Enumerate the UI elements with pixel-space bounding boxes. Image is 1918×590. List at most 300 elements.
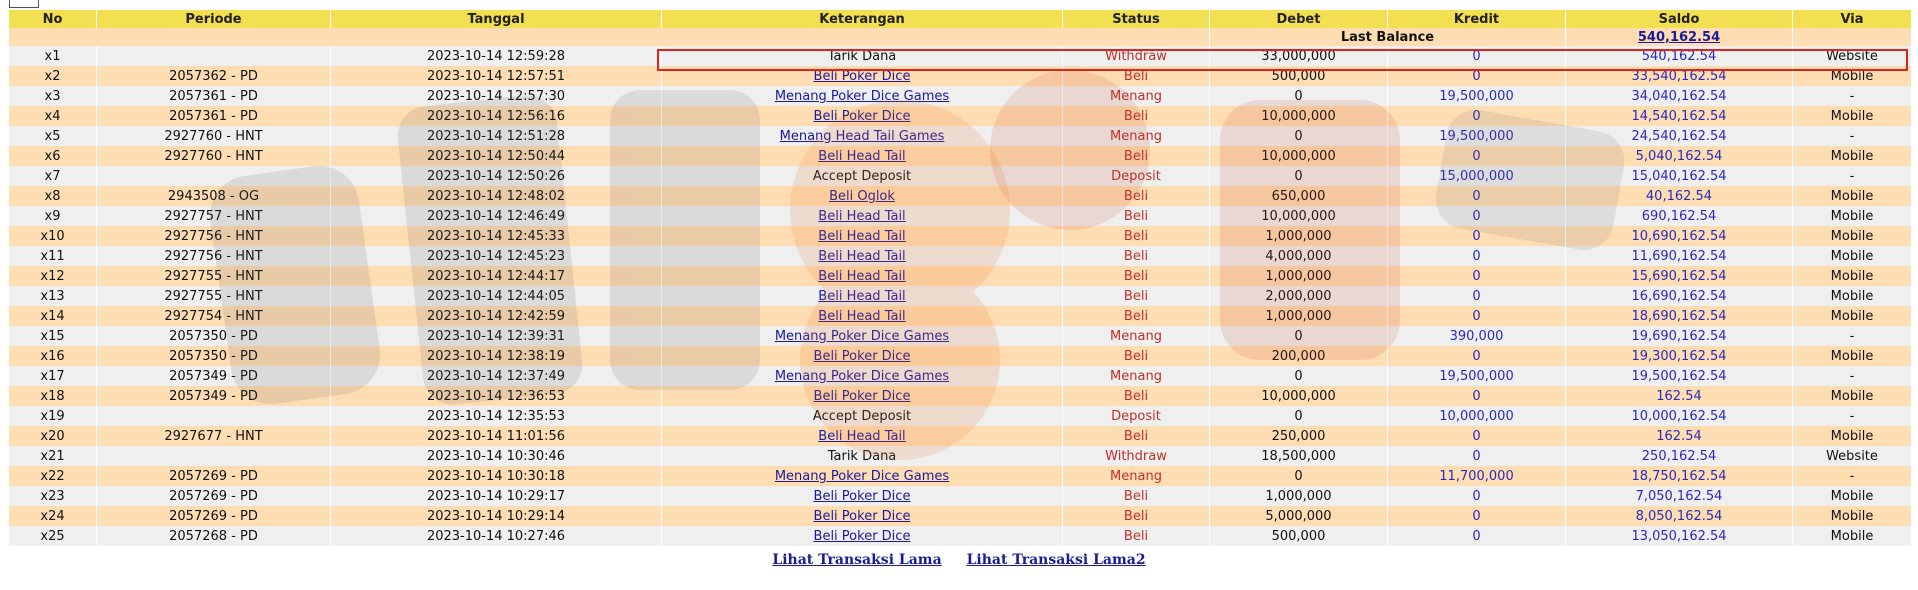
cell-status: [1063, 386, 1209, 406]
cell-via-text: Mobile: [1830, 528, 1874, 544]
cell-periode-text: 2057361 - PD: [169, 108, 258, 124]
cell-status: [1063, 46, 1209, 66]
cell-tanggal: [331, 206, 661, 226]
cell-status-text: Menang: [1110, 128, 1162, 144]
cell-no: [9, 146, 96, 166]
cell-via: [1793, 506, 1911, 526]
cell-status: [1063, 126, 1209, 146]
cell-status: [1063, 106, 1209, 126]
col-header-status[interactable]: Status: [1063, 10, 1209, 28]
cell-periode: [97, 306, 330, 326]
cell-periode-text: 2943508 - OG: [167, 188, 260, 204]
cell-keterangan-text[interactable]: Menang Poker Dice Games: [774, 328, 950, 344]
cell-tanggal-text: 2023-10-14 11:01:56: [426, 428, 566, 444]
cell-tanggal-text: 2023-10-14 10:27:46: [426, 528, 566, 544]
cell-kredit: [1388, 406, 1565, 426]
cell-debet-text: 0: [1294, 128, 1303, 144]
cell-keterangan-text[interactable]: Beli Poker Dice: [813, 508, 911, 524]
cell-debet: [1210, 146, 1387, 166]
cell-periode: [97, 286, 330, 306]
cell-kredit: [1388, 446, 1565, 466]
cell-via: [1793, 346, 1911, 366]
cell-kredit-text: 0: [1472, 348, 1481, 364]
cell-saldo-text: 162.54: [1656, 388, 1702, 404]
cell-saldo: [1566, 246, 1792, 266]
cell-keterangan: [662, 146, 1062, 166]
table-row: [9, 466, 1911, 486]
cell-debet-text: 0: [1294, 468, 1303, 484]
cell-status-text: Menang: [1110, 468, 1162, 484]
cell-keterangan-text[interactable]: Beli Poker Dice: [813, 108, 911, 124]
cell-debet-text: 0: [1294, 368, 1303, 384]
cell-debet-text: 250,000: [1271, 428, 1326, 444]
cell-periode: [97, 66, 330, 86]
cell-status: [1063, 146, 1209, 166]
cell-debet-text: 500,000: [1271, 68, 1326, 84]
cell-via-text: Mobile: [1830, 68, 1874, 84]
col-header-kredit[interactable]: Kredit: [1388, 10, 1565, 28]
cell-keterangan-text: Accept Deposit: [812, 408, 912, 424]
cell-via: [1793, 446, 1911, 466]
cell-tanggal: [331, 386, 661, 406]
cell-via: [1793, 106, 1911, 126]
cell-no: [9, 426, 96, 446]
cell-keterangan-text[interactable]: Beli Head Tail: [818, 268, 906, 284]
cell-no: [9, 126, 96, 146]
cell-tanggal: [331, 66, 661, 86]
cell-via: [1793, 146, 1911, 166]
cell-saldo-text: 11,690,162.54: [1631, 248, 1727, 264]
cell-no-text: x8: [44, 188, 61, 204]
cell-periode-text: 2057269 - PD: [169, 468, 258, 484]
cell-tanggal: [331, 506, 661, 526]
cell-periode: [97, 426, 330, 446]
cell-saldo: [1566, 86, 1792, 106]
cell-no: [9, 166, 96, 186]
cell-periode: [97, 346, 330, 366]
table-row: [9, 86, 1911, 106]
cell-keterangan-text[interactable]: Menang Poker Dice Games: [774, 88, 950, 104]
cell-periode-text: 2057361 - PD: [169, 88, 258, 104]
last-balance-value[interactable]: 540,162.54: [1637, 29, 1721, 45]
cell-no: [9, 506, 96, 526]
cell-tanggal: [331, 266, 661, 286]
cell-via-text: Website: [1826, 448, 1878, 464]
cell-no: [9, 86, 96, 106]
cell-no-text: x5: [44, 128, 61, 144]
cell-saldo: [1566, 346, 1792, 366]
cell-status-text: Deposit: [1111, 408, 1161, 424]
cell-kredit-text: 390,000: [1449, 328, 1504, 344]
cell-keterangan: [662, 346, 1062, 366]
cell-status: [1063, 86, 1209, 106]
cell-status-text: Beli: [1123, 148, 1149, 164]
cell-keterangan-text[interactable]: Beli Oglok: [829, 188, 895, 204]
cell-no-text: x12: [40, 268, 65, 284]
cell-status: [1063, 366, 1209, 386]
cell-keterangan-text[interactable]: Beli Head Tail: [818, 428, 906, 444]
cell-no-text: x16: [40, 348, 65, 364]
cell-kredit-text: 0: [1472, 48, 1481, 64]
cell-debet-text: 10,000,000: [1261, 108, 1336, 124]
cell-periode: [97, 126, 330, 146]
col-header-periode[interactable]: Periode: [97, 10, 330, 28]
cell-saldo-text: 19,690,162.54: [1631, 328, 1727, 344]
col-header-keterangan[interactable]: Keterangan: [662, 10, 1062, 28]
cell-keterangan-text[interactable]: Beli Poker Dice: [813, 68, 911, 84]
last-balance-label: Last Balance: [1210, 28, 1565, 46]
col-header-debet[interactable]: Debet: [1210, 10, 1387, 28]
cell-keterangan: [662, 466, 1062, 486]
last-balance-row: [9, 28, 1911, 46]
cell-kredit: [1388, 66, 1565, 86]
cell-debet: [1210, 86, 1387, 106]
cell-keterangan-text[interactable]: Beli Head Tail: [818, 148, 906, 164]
cell-tanggal: [331, 526, 661, 546]
cell-keterangan-text[interactable]: Beli Head Tail: [818, 308, 906, 324]
cell-periode: [97, 106, 330, 126]
cell-periode-text: 2057350 - PD: [169, 328, 258, 344]
cell-tanggal: [331, 286, 661, 306]
cell-periode: [97, 326, 330, 346]
cell-via: [1793, 166, 1911, 186]
cell-saldo: [1566, 306, 1792, 326]
cell-via: [1793, 306, 1911, 326]
cell-via-text: Mobile: [1830, 388, 1874, 404]
cell-periode-text: 2057350 - PD: [169, 348, 258, 364]
cell-status: [1063, 226, 1209, 246]
cell-keterangan-text[interactable]: Beli Poker Dice: [813, 488, 911, 504]
table-row: [9, 186, 1911, 206]
cell-kredit-text: 11,700,000: [1439, 468, 1514, 484]
cell-tanggal: [331, 46, 661, 66]
cell-debet-text: 1,000,000: [1265, 488, 1332, 504]
cell-via: [1793, 466, 1911, 486]
cell-saldo: [1566, 106, 1792, 126]
cell-debet-text: 1,000,000: [1265, 228, 1332, 244]
cell-debet-text: 1,000,000: [1265, 268, 1332, 284]
cell-tanggal: [331, 326, 661, 346]
cell-periode-text: 2057269 - PD: [169, 488, 258, 504]
cell-saldo: [1566, 66, 1792, 86]
cell-keterangan: [662, 166, 1062, 186]
cell-via-text: -: [1849, 408, 1855, 424]
cell-saldo: [1566, 186, 1792, 206]
cell-tanggal-text: 2023-10-14 12:59:28: [426, 48, 566, 64]
cell-tanggal-text: 2023-10-14 12:45:23: [426, 248, 566, 264]
cell-debet: [1210, 66, 1387, 86]
cell-saldo-text: 10,690,162.54: [1631, 228, 1727, 244]
cell-keterangan-text[interactable]: Beli Poker Dice: [813, 388, 911, 404]
cell-kredit: [1388, 206, 1565, 226]
cell-status: [1063, 66, 1209, 86]
cell-tanggal: [331, 246, 661, 266]
cell-debet-text: 650,000: [1271, 188, 1326, 204]
cell-saldo: [1566, 326, 1792, 346]
cell-saldo: [1566, 406, 1792, 426]
cell-saldo-text: 18,690,162.54: [1631, 308, 1727, 324]
cell-via: [1793, 406, 1911, 426]
cell-via-text: -: [1849, 468, 1855, 484]
cell-saldo-text: 16,690,162.54: [1631, 288, 1727, 304]
cell-kredit-text: 0: [1472, 148, 1481, 164]
cell-saldo-text: 18,750,162.54: [1631, 468, 1727, 484]
cell-kredit-text: 0: [1472, 508, 1481, 524]
cell-kredit-text: 0: [1472, 108, 1481, 124]
cell-debet-text: 0: [1294, 408, 1303, 424]
cell-tanggal-text: 2023-10-14 12:48:02: [426, 188, 566, 204]
cell-tanggal-text: 2023-10-14 12:35:53: [426, 408, 566, 424]
cell-saldo-text: 34,040,162.54: [1631, 88, 1727, 104]
cell-status: [1063, 406, 1209, 426]
cell-no: [9, 326, 96, 346]
cell-via-text: Mobile: [1830, 108, 1874, 124]
cell-keterangan-text[interactable]: Menang Head Tail Games: [779, 128, 945, 144]
cell-periode: [97, 86, 330, 106]
cell-tanggal-text: 2023-10-14 12:57:51: [426, 68, 566, 84]
cell-tanggal: [331, 126, 661, 146]
cell-status-text: Beli: [1123, 288, 1149, 304]
cell-keterangan: [662, 526, 1062, 546]
cell-no: [9, 66, 96, 86]
cell-keterangan-text[interactable]: Beli Poker Dice: [813, 348, 911, 364]
cell-debet-text: 10,000,000: [1261, 208, 1336, 224]
cell-kredit-text: 0: [1472, 388, 1481, 404]
cell-debet: [1210, 106, 1387, 126]
cell-periode-text: 2057269 - PD: [169, 508, 258, 524]
cell-no-text: x4: [44, 108, 61, 124]
cell-debet-text: 200,000: [1271, 348, 1326, 364]
cell-saldo: [1566, 366, 1792, 386]
cell-periode-text: 2927757 - HNT: [164, 208, 263, 224]
cell-debet-text: 5,000,000: [1265, 508, 1332, 524]
cell-status: [1063, 286, 1209, 306]
cell-keterangan-text[interactable]: Menang Poker Dice Games: [774, 468, 950, 484]
cell-keterangan: [662, 86, 1062, 106]
cell-tanggal: [331, 166, 661, 186]
cell-tanggal-text: 2023-10-14 12:44:17: [426, 268, 566, 284]
col-header-saldo[interactable]: Saldo: [1566, 10, 1792, 28]
cell-status: [1063, 466, 1209, 486]
cell-no: [9, 526, 96, 546]
col-header-via[interactable]: Via: [1793, 10, 1911, 28]
cell-kredit-text: 0: [1472, 68, 1481, 84]
cell-kredit-text: 0: [1472, 488, 1481, 504]
cell-debet: [1210, 366, 1387, 386]
cell-debet: [1210, 346, 1387, 366]
cell-via: [1793, 386, 1911, 406]
cell-debet: [1210, 406, 1387, 426]
cell-keterangan-text: Accept Deposit: [812, 168, 912, 184]
cell-status: [1063, 506, 1209, 526]
cell-kredit: [1388, 346, 1565, 366]
cell-periode-text: 2927677 - HNT: [164, 428, 263, 444]
cell-debet-text: 33,000,000: [1261, 48, 1336, 64]
table-row: [9, 286, 1911, 306]
cell-keterangan: [662, 266, 1062, 286]
link-lihat-transaksi-lama[interactable]: Lihat Transaksi Lama: [772, 552, 942, 568]
cell-via-text: Mobile: [1830, 148, 1874, 164]
cell-debet-text: 10,000,000: [1261, 148, 1336, 164]
cell-via-text: Mobile: [1830, 208, 1874, 224]
cell-keterangan-text[interactable]: Menang Poker Dice Games: [774, 368, 950, 384]
table-row: [9, 266, 1911, 286]
table-row: [9, 46, 1911, 66]
cell-kredit-text: 0: [1472, 248, 1481, 264]
cell-saldo-text: 19,300,162.54: [1631, 348, 1727, 364]
cell-tanggal-text: 2023-10-14 10:30:46: [426, 448, 566, 464]
cell-via: [1793, 226, 1911, 246]
link-lihat-transaksi-lama2[interactable]: Lihat Transaksi Lama2: [966, 552, 1146, 568]
cell-saldo: [1566, 126, 1792, 146]
cell-no: [9, 346, 96, 366]
cell-kredit-text: 0: [1472, 208, 1481, 224]
cell-periode: [97, 446, 330, 466]
cell-status-text: Deposit: [1111, 168, 1161, 184]
cell-keterangan: [662, 66, 1062, 86]
cell-debet: [1210, 386, 1387, 406]
cell-saldo-text: 8,050,162.54: [1635, 508, 1723, 524]
cell-no: [9, 406, 96, 426]
cell-debet: [1210, 166, 1387, 186]
cell-debet-text: 10,000,000: [1261, 388, 1336, 404]
cell-debet: [1210, 526, 1387, 546]
cell-periode: [97, 146, 330, 166]
cell-tanggal: [331, 446, 661, 466]
cell-via: [1793, 46, 1911, 66]
cell-keterangan-text[interactable]: Beli Head Tail: [818, 288, 906, 304]
cell-status-text: Beli: [1123, 528, 1149, 544]
top-edge-box: [9, 0, 39, 8]
cell-debet-text: 0: [1294, 328, 1303, 344]
table-row: [9, 526, 1911, 546]
cell-keterangan-text[interactable]: Beli Poker Dice: [813, 528, 911, 544]
cell-debet: [1210, 46, 1387, 66]
cell-saldo: [1566, 446, 1792, 466]
cell-kredit: [1388, 126, 1565, 146]
cell-status: [1063, 166, 1209, 186]
cell-via-text: Mobile: [1830, 308, 1874, 324]
cell-status-text: Withdraw: [1105, 48, 1167, 64]
col-header-tanggal[interactable]: Tanggal: [331, 10, 661, 28]
cell-tanggal-text: 2023-10-14 12:57:30: [426, 88, 566, 104]
cell-debet: [1210, 506, 1387, 526]
cell-status-text: Beli: [1123, 108, 1149, 124]
cell-kredit: [1388, 266, 1565, 286]
cell-keterangan-text[interactable]: Beli Head Tail: [818, 228, 906, 244]
cell-debet: [1210, 486, 1387, 506]
cell-periode: [97, 166, 330, 186]
cell-tanggal: [331, 466, 661, 486]
cell-saldo-text: 14,540,162.54: [1631, 108, 1727, 124]
cell-tanggal-text: 2023-10-14 12:36:53: [426, 388, 566, 404]
cell-saldo-text: 19,500,162.54: [1631, 368, 1727, 384]
cell-no-text: x13: [40, 288, 65, 304]
cell-no: [9, 106, 96, 126]
cell-via-text: -: [1849, 168, 1855, 184]
cell-debet: [1210, 446, 1387, 466]
cell-debet-text: 2,000,000: [1265, 288, 1332, 304]
cell-status: [1063, 526, 1209, 546]
cell-tanggal-text: 2023-10-14 10:29:17: [426, 488, 566, 504]
cell-tanggal: [331, 186, 661, 206]
cell-saldo-text: 40,162.54: [1645, 188, 1713, 204]
table-row: [9, 226, 1911, 246]
cell-kredit: [1388, 326, 1565, 346]
col-header-no[interactable]: No: [9, 10, 96, 28]
cell-no: [9, 386, 96, 406]
cell-keterangan: [662, 126, 1062, 146]
cell-status-text: Beli: [1123, 68, 1149, 84]
cell-kredit: [1388, 146, 1565, 166]
cell-saldo-text: 250,162.54: [1641, 448, 1717, 464]
cell-tanggal-text: 2023-10-14 10:30:18: [426, 468, 566, 484]
cell-keterangan-text[interactable]: Beli Head Tail: [818, 208, 906, 224]
cell-tanggal-text: 2023-10-14 10:29:14: [426, 508, 566, 524]
cell-status: [1063, 206, 1209, 226]
cell-via: [1793, 246, 1911, 266]
cell-saldo-text: 24,540,162.54: [1631, 128, 1727, 144]
cell-via: [1793, 366, 1911, 386]
cell-keterangan: [662, 486, 1062, 506]
cell-no: [9, 266, 96, 286]
cell-tanggal: [331, 346, 661, 366]
cell-via-text: -: [1849, 328, 1855, 344]
cell-kredit: [1388, 306, 1565, 326]
cell-no-text: x10: [40, 228, 65, 244]
cell-keterangan: [662, 106, 1062, 126]
cell-saldo: [1566, 386, 1792, 406]
cell-keterangan: [662, 326, 1062, 346]
cell-saldo: [1566, 166, 1792, 186]
cell-kredit: [1388, 466, 1565, 486]
cell-debet-text: 18,500,000: [1261, 448, 1336, 464]
cell-tanggal-text: 2023-10-14 12:44:05: [426, 288, 566, 304]
cell-debet: [1210, 126, 1387, 146]
cell-status-text: Beli: [1123, 348, 1149, 364]
cell-keterangan: [662, 46, 1062, 66]
cell-keterangan-text[interactable]: Beli Head Tail: [818, 248, 906, 264]
cell-saldo: [1566, 46, 1792, 66]
cell-via-text: Mobile: [1830, 508, 1874, 524]
cell-keterangan: [662, 386, 1062, 406]
cell-periode: [97, 46, 330, 66]
cell-no: [9, 206, 96, 226]
cell-periode-text: 2927760 - HNT: [164, 148, 263, 164]
table-row: [9, 506, 1911, 526]
cell-debet: [1210, 246, 1387, 266]
cell-periode-text: 2057268 - PD: [169, 528, 258, 544]
cell-keterangan: [662, 286, 1062, 306]
cell-status: [1063, 326, 1209, 346]
cell-keterangan: [662, 226, 1062, 246]
cell-debet: [1210, 226, 1387, 246]
cell-saldo-text: 162.54: [1656, 428, 1702, 444]
footer-links: [0, 552, 1918, 568]
cell-status: [1063, 246, 1209, 266]
cell-no-text: x14: [40, 308, 65, 324]
cell-periode: [97, 526, 330, 546]
cell-status-text: Beli: [1123, 188, 1149, 204]
table-row: [9, 326, 1911, 346]
cell-via: [1793, 526, 1911, 546]
cell-status-text: Beli: [1123, 428, 1149, 444]
cell-status-text: Beli: [1123, 268, 1149, 284]
cell-kredit-text: 0: [1472, 428, 1481, 444]
cell-via-text: Mobile: [1830, 188, 1874, 204]
cell-status: [1063, 446, 1209, 466]
cell-status: [1063, 486, 1209, 506]
